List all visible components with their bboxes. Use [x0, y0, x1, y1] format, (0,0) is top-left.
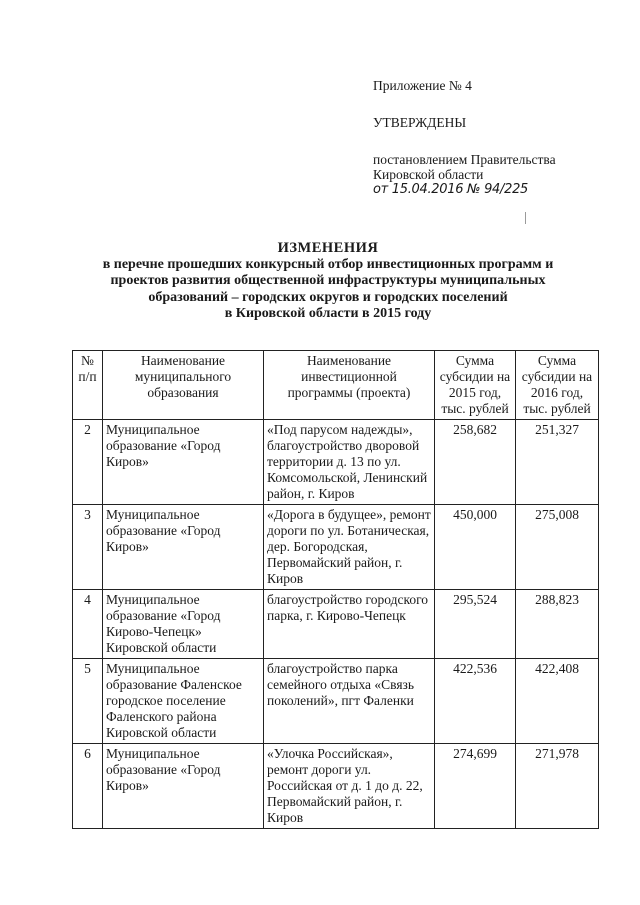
- title-main: ИЗМЕНЕНИЯ: [277, 240, 379, 256]
- title-line-1: в перечне прошедших конкурсный отбор инвестиционных программ и: [102, 256, 554, 272]
- table-header-row: [73, 351, 599, 420]
- title-line-4: в Кировской области в 2015 году: [224, 306, 432, 321]
- row-num: 5: [73, 659, 103, 744]
- table-row: [73, 420, 599, 505]
- table-row: [73, 744, 599, 829]
- row-program: благоустройство парка семейного отдыха «Связь поколений», пгт Фаленки: [264, 659, 435, 744]
- appendix-label: Приложение № 4: [373, 78, 472, 93]
- row-num: 4: [73, 590, 103, 659]
- header-program: Наименование инвестиционной программы (проекта): [264, 351, 435, 420]
- scan-artifact: [525, 212, 526, 224]
- approved-label: УТВЕРЖДЕНЫ: [373, 115, 467, 130]
- decree-line-1: постановлением Правительства: [373, 152, 556, 167]
- decree-line-2: Кировской области: [373, 167, 484, 182]
- row-municipality: Муниципальное образование «Город Киров»: [103, 420, 264, 505]
- row-municipality: Муниципальное образование «Город Кирово-Чепецк» Кировской области: [103, 590, 264, 659]
- row-num: 6: [73, 744, 103, 829]
- table-row: [73, 505, 599, 590]
- row-sum-2015: 274,699: [435, 744, 516, 829]
- row-sum-2016: 251,327: [516, 420, 599, 505]
- changes-table: [72, 350, 599, 829]
- header-sum-2015: Сумма субсидии на 2015 год, тыс. рублей: [435, 351, 516, 420]
- title-line-3: образований – городских округов и городских поселений: [148, 289, 508, 305]
- approval-block: [373, 78, 613, 197]
- row-program: благоустройство городского парка, г. Кирово-Чепецк: [264, 590, 435, 659]
- row-sum-2015: 450,000: [435, 505, 516, 590]
- row-sum-2016: 271,978: [516, 744, 599, 829]
- row-municipality: Муниципальное образование Фаленское городское поселение Фаленского района Кировской области: [103, 659, 264, 744]
- row-num: 3: [73, 505, 103, 590]
- row-municipality: Муниципальное образование «Город Киров»: [103, 744, 264, 829]
- row-sum-2015: 258,682: [435, 420, 516, 505]
- decree-date-number: от 15.04.2016 № 94/225: [373, 182, 529, 197]
- row-num: 2: [73, 420, 103, 505]
- table-row: [73, 659, 599, 744]
- row-municipality: Муниципальное образование «Город Киров»: [103, 505, 264, 590]
- header-municipality: Наименование муниципального образования: [103, 351, 264, 420]
- header-num: № п/п: [73, 351, 103, 420]
- table-row: [73, 590, 599, 659]
- row-sum-2016: 422,408: [516, 659, 599, 744]
- document-title: [60, 240, 596, 323]
- row-program: «Дорога в будущее», ремонт дороги по ул. Ботаническая, дер. Богородская, Первомайский район, г. Киров: [264, 505, 435, 590]
- row-sum-2015: 422,536: [435, 659, 516, 744]
- row-sum-2015: 295,524: [435, 590, 516, 659]
- row-program: «Улочка Российская», ремонт дороги ул. Российская от д. 1 до д. 22, Первомайский район, г. Киров: [264, 744, 435, 829]
- header-sum-2016: Сумма субсидии на 2016 год, тыс. рублей: [516, 351, 599, 420]
- title-line-2: проектов развития общественной инфраструктуры муниципальных: [110, 273, 546, 288]
- row-sum-2016: 275,008: [516, 505, 599, 590]
- row-sum-2016: 288,823: [516, 590, 599, 659]
- row-program: «Под парусом надежды», благоустройство дворовой территории д. 13 по ул. Комсомольской, Ленинский район, г. Киров: [264, 420, 435, 505]
